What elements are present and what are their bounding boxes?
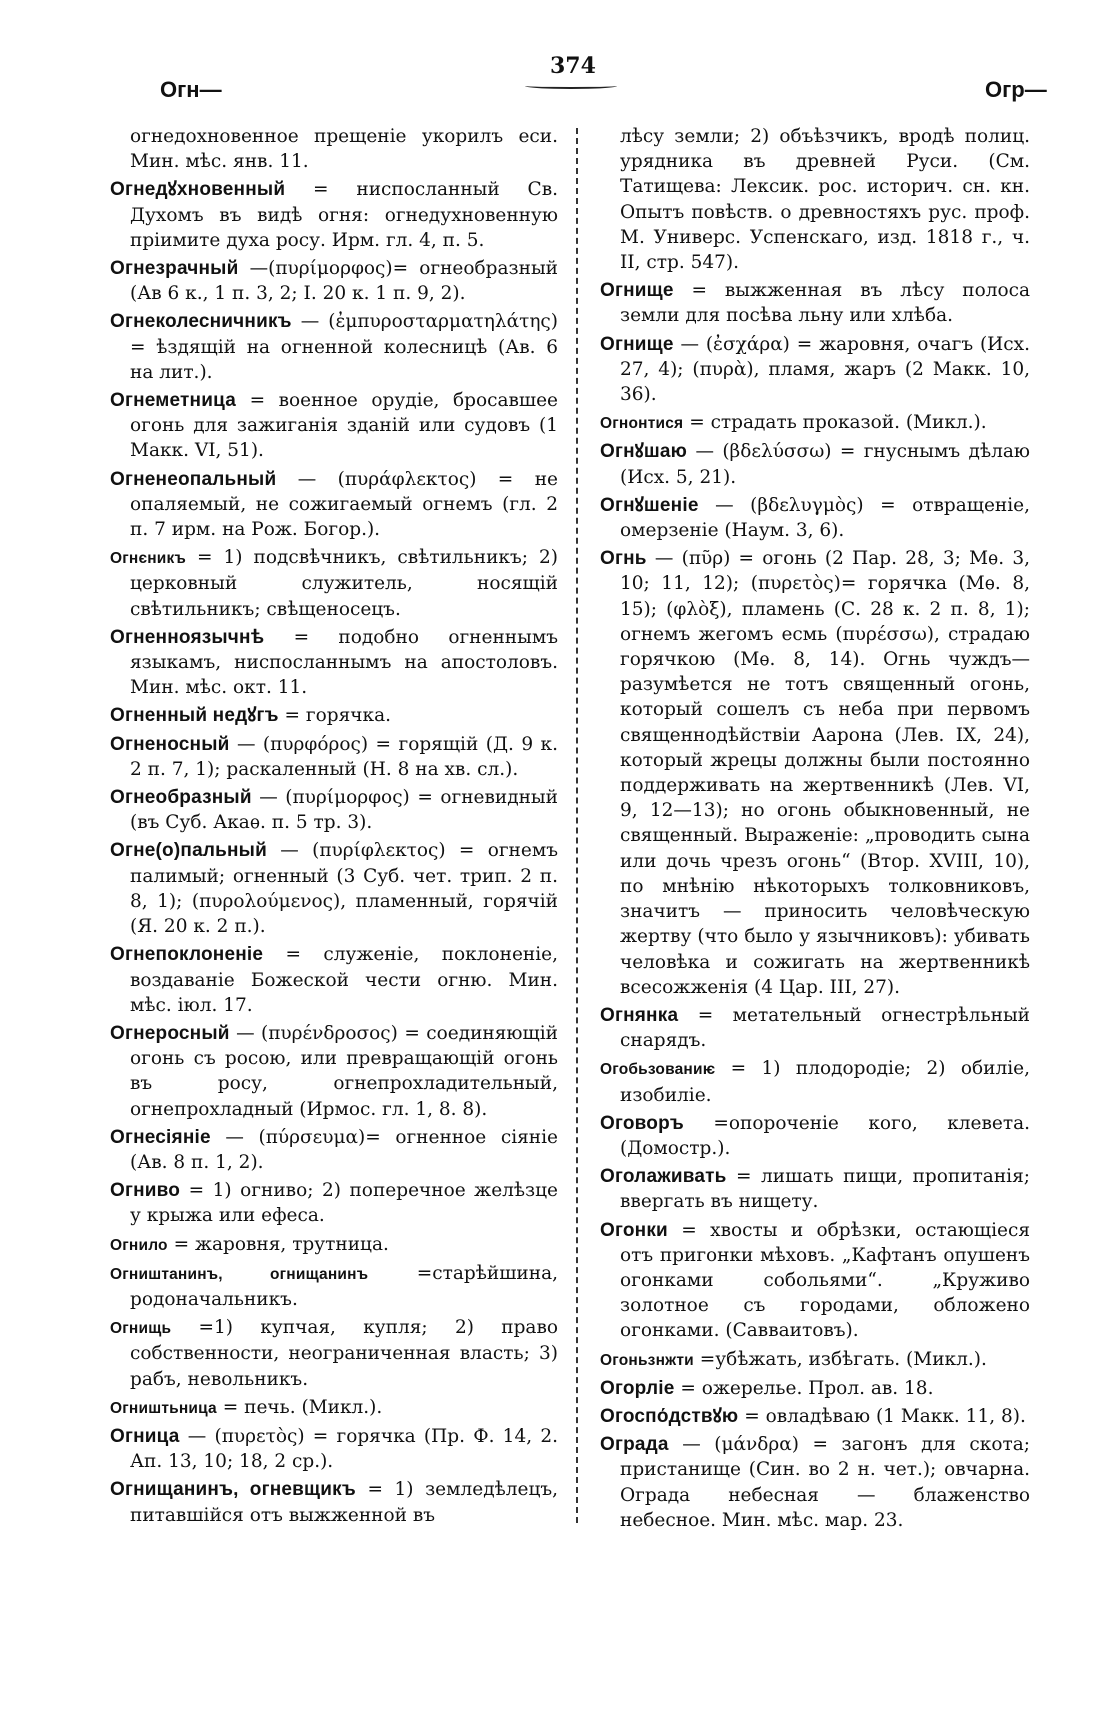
entry-headword: Огонки (600, 1219, 668, 1241)
entry-definition: = 1) огниво; 2) поперечное желѣзце у крыжа или ефеса. (130, 1180, 558, 1227)
entry-headword: Огнонтися (600, 415, 684, 433)
entry-headword: Огнь (600, 548, 647, 570)
entry-headword: Огнꙋшаю (600, 441, 688, 463)
entry-definition: = 1) земледѣлецъ, питавшійся отъ выжженной въ (130, 1479, 558, 1526)
entry-definition: — (πυράφλεκτος) = не опаляемый, не сожигаемый огнемъ (гл. 2 п. 7 ирм. на Рож. Богор.). (130, 468, 558, 541)
dictionary-entry (600, 278, 1030, 328)
entry-headword: Огоспόдствꙋю (600, 1405, 739, 1427)
dictionary-entry (110, 1021, 558, 1122)
entry-headword: Огница (110, 1425, 180, 1447)
dictionary-entry (110, 256, 558, 306)
entry-definition: =1) купчая, купля; 2) право собственности, неограниченная власть; 3) рабъ, невольникъ. (130, 1317, 558, 1390)
dictionary-entry (600, 124, 1030, 275)
entry-definition: = метательный огнестрѣльный снарядъ. (620, 1004, 1031, 1052)
dictionary-entry (600, 1164, 1030, 1214)
entry-headword: Огнище (600, 280, 674, 302)
entry-definition: лѣсу земли; 2) объѣзчикъ, вродѣ полиц. урядника въ древней Руси. (См. Татищева: Лексик. рос. историч. сн. кн. Опытъ повѣств. о древностяхъ рус. проф. М. Универс. Успенскаго, изд. 1818 г., ч. II, стр. 547). (620, 126, 1030, 274)
entry-definition: —(πυρίμορφος)= огнеобразный (Ав 6 к., 1 п. 3, 2; І. 20 к. 1 п. 9, 2). (130, 258, 558, 305)
entry-headword: Огнище (600, 333, 674, 355)
entry-definition: = горячка. (284, 705, 391, 727)
entry-headword: Огнепоклоненіе (110, 944, 264, 966)
entry-definition: — (πυρίφλεκτος) = огнемъ палимый; огненный (3 Суб. чет. трип. 2 п. 8, 1); (πυρολούμενος), пламенный, горячій (Я. 20 к. 2 п.). (130, 840, 558, 938)
entry-headword: Огнеметница (110, 390, 236, 412)
entry-definition: = печь. (Микл.). (222, 1396, 383, 1418)
running-head-left: Огн— (160, 77, 222, 102)
entry-definition: = страдать проказой. (Микл.). (689, 412, 987, 434)
entry-definition: — (ἐμπυροσταρματηλάτης) = ѣздящій на огненной колесницѣ (Ав. 6 на лит.). (130, 311, 558, 383)
column-divider (576, 128, 578, 1523)
entry-headword: Огнꙋшеніе (600, 494, 699, 516)
entry-headword: Огнищь (110, 1320, 172, 1338)
dictionary-entry (600, 1056, 1030, 1107)
dictionary-entry (600, 546, 1030, 1000)
entry-headword: Огобьзованиѥ (600, 1061, 716, 1079)
dictionary-entry (600, 410, 1030, 436)
dictionary-entry (600, 1404, 1030, 1429)
entry-definition: = 1) подсвѣчникъ, свѣтильникъ; 2) церковный служитель, носящій свѣтильникъ; свѣщеносецъ. (130, 547, 558, 620)
page-number-rule (525, 83, 617, 89)
entry-headword: Огништьница (110, 1399, 217, 1417)
entry-headword: Огниво (110, 1180, 181, 1202)
entry-headword: Огненосный (110, 733, 230, 755)
entry-definition: — (πυρετὸς) = горячка (Пр. Ф. 14, 2. Ап. 13, 10; 18, 2 ср.). (130, 1425, 558, 1473)
entry-definition: = выжженная въ лѣсу полоса земли для посѣва льну или хлѣба. (620, 280, 1030, 327)
dictionary-entry (600, 332, 1030, 408)
dictionary-entry (110, 545, 558, 622)
dictionary-entry (600, 1003, 1030, 1053)
dictionary-entry (110, 124, 558, 174)
entry-definition: — (πύρσευμα)= огненное сіяніе (Ав. 8 п. 1, 2). (130, 1126, 558, 1173)
entry-definition: =старѣйшина, родоначальникъ. (130, 1262, 558, 1310)
entry-headword: Оговоръ (600, 1112, 684, 1134)
entry-headword: Огнєникъ (110, 550, 186, 568)
dictionary-entry (110, 1315, 558, 1392)
entry-headword: Огништанинъ, огнищанинъ (110, 1265, 369, 1283)
entry-definition: = подобно огненнымъ языкамъ, ниспосланнымъ на апостоловъ. Мин. мѣс. окт. 11. (130, 626, 558, 699)
entry-definition: =опороченіе кого, клевета. (Домостр.). (620, 1112, 1030, 1159)
entry-definition: — (πυρένδροσος) = соединяющій огонь съ росою, или превращающій огонь въ росу, огнепрохладительный, огнепрохладный (Ирмос. гл. 1, 8. 8). (130, 1022, 558, 1120)
entry-definition: — (πυρφόρος) = горящій (Д. 9 к. 2 п. 7, 1); раскаленный (Н. 8 на хв. сл.). (130, 733, 558, 780)
entry-headword: Огорліе (600, 1377, 675, 1399)
entry-headword: Огнедꙋхновенный (110, 179, 286, 201)
entry-definition: = военное орудіе, бросавшее огонь для зажиганія зданій или судовъ (1 Макк. VI, 51). (130, 390, 558, 462)
entry-headword: Огоньзнжти (600, 1351, 694, 1369)
entry-headword: Огнищанинъ, огневщикъ (110, 1479, 356, 1501)
entry-definition: — (βδελύσσω) = гнуснымъ дѣлаю (Исх. 5, 21). (620, 441, 1030, 488)
entry-definition: = овладѣваю (1 Макк. 11, 8). (744, 1405, 1026, 1427)
entry-definition: = 1) плодородіе; 2) обиліе, изобиліе. (620, 1058, 1030, 1106)
entry-definition: — (πυρίμορφος) = огневидный (въ Суб. Акаѳ. п. 5 тр. 3). (130, 787, 558, 834)
entry-headword: Огнезрачный (110, 258, 239, 280)
running-head-right: Огр— (985, 77, 1047, 102)
entry-headword: Огненноязычнѣ (110, 626, 265, 648)
left-column (110, 124, 558, 1531)
entry-headword: Огнеколесничникъ (110, 311, 292, 333)
entry-headword: Огненеопальный (110, 468, 277, 490)
dictionary-entry (600, 1376, 1030, 1401)
dictionary-entry (110, 467, 558, 543)
entry-headword: Оголаживать (600, 1166, 727, 1188)
entry-headword: Огнеобразный (110, 787, 252, 809)
entry-definition: — (πῦρ) = огонь (2 Пар. 28, 3; Мѳ. 3, 10; 11, 12); (πυρετὸς)= горячка (Мѳ. 8, 15); (φλὸξ), пламень (С. 28 к. 2 п. 8, 1); огнемъ жегомъ есмь (πυρέσσω), страдаю горячкою (Мѳ. 8, 14). Огнь чуждъ—разумѣется не тотъ священный огонь, который сошелъ съ неба при первомъ священнодѣйствіи Аарона (Лев. IX, 24), который жрецы должны были постоянно поддерживать на жертвенникѣ (Лев. VI, 9, 12—13); но огонь обыкновенный, не священный. Выраженіе: „проводить сына или дочь чрезъ огонь“ (Втор. XVIII, 10), по мнѣнію нѣкоторыхъ толковниковъ, значитъ — приносить человѣческую жертву (что было у язычниковъ): убивать человѣка и сожигать на жертвенникѣ всесожженія (4 Цар. III, 27). (620, 548, 1030, 998)
entry-definition: = ниспосланный Св. Духомъ въ видѣ огня: огнедухновенную пріимите духа росу. Ирм. гл. 4, п. 5. (130, 179, 558, 251)
dictionary-entry (600, 493, 1030, 543)
dictionary-entry (110, 942, 558, 1018)
page-header (0, 45, 1101, 105)
dictionary-entry (110, 1395, 558, 1421)
dictionary-entry (110, 1232, 558, 1258)
entry-definition: =убѣжать, избѣгать. (Микл.). (699, 1348, 987, 1370)
entry-definition: = ожерелье. Прол. ав. 18. (680, 1377, 934, 1399)
entry-headword: Огненный недꙋгъ (110, 705, 279, 727)
entry-headword: Огнесіяніе (110, 1126, 211, 1148)
right-column (600, 124, 1030, 1536)
entry-definition: — (βδελυγμὸς) = отвращеніе, омерзеніе (Наум. 3, 6). (620, 494, 1030, 542)
dictionary-entry (110, 388, 558, 464)
entry-definition: — (ἐσχάρα) = жаровня, очагъ (Исх. 27, 4); (πυρὰ), пламя, жаръ (2 Макк. 10, 36). (620, 333, 1030, 406)
entry-headword: Ограда (600, 1434, 669, 1456)
dictionary-entry (110, 838, 558, 939)
entry-definition: = служеніе, поклоненіе, воздаваніе Божеской чести огню. Мин. мѣс. іюл. 17. (130, 944, 558, 1016)
dictionary-entry (110, 732, 558, 782)
dictionary-entry (110, 1424, 558, 1474)
dictionary-entry (110, 785, 558, 835)
entry-headword: Огне(о)пальный (110, 840, 267, 862)
dictionary-entry (600, 1432, 1030, 1533)
dictionary-entry (110, 703, 558, 728)
entry-definition: = лишать пищи, пропитанія; ввергать въ нищету. (620, 1166, 1030, 1213)
entry-definition: = хвосты и обрѣзки, остающіеся отъ пригонки мѣховъ. „Кафтанъ опушенъ огонками собольями“. „Круживо золотное съ городами, обложено огонками. (Савваитовъ). (620, 1219, 1030, 1342)
entry-headword: Огнеросный (110, 1022, 230, 1044)
dictionary-entry (110, 1125, 558, 1175)
dictionary-entry (600, 1218, 1030, 1344)
dictionary-entry (110, 1178, 558, 1228)
entry-definition: огнедохновенное прещеніе укорилъ еси. Мин. мѣс. янв. 11. (130, 126, 558, 173)
dictionary-entry (600, 439, 1030, 489)
dictionary-entry (110, 177, 558, 253)
entry-headword: Огнянка (600, 1004, 679, 1026)
dictionary-entry (600, 1111, 1030, 1161)
dictionary-entry (110, 625, 558, 701)
entry-definition: — (μάνδρα) = загонъ для скота; пристанище (Син. во 2 н. чет.); овчарна. Ограда небесная — блаженство небесное. Мин. мѣс. мар. 23. (620, 1434, 1030, 1531)
dictionary-entry (110, 1477, 558, 1527)
dictionary-entry (110, 309, 558, 385)
entry-headword: Огнило (110, 1236, 168, 1254)
dictionary-entry (600, 1347, 1030, 1373)
page-number: 374 (550, 53, 596, 79)
dictionary-entry (110, 1261, 558, 1312)
entry-definition: = жаровня, трутница. (173, 1233, 389, 1255)
